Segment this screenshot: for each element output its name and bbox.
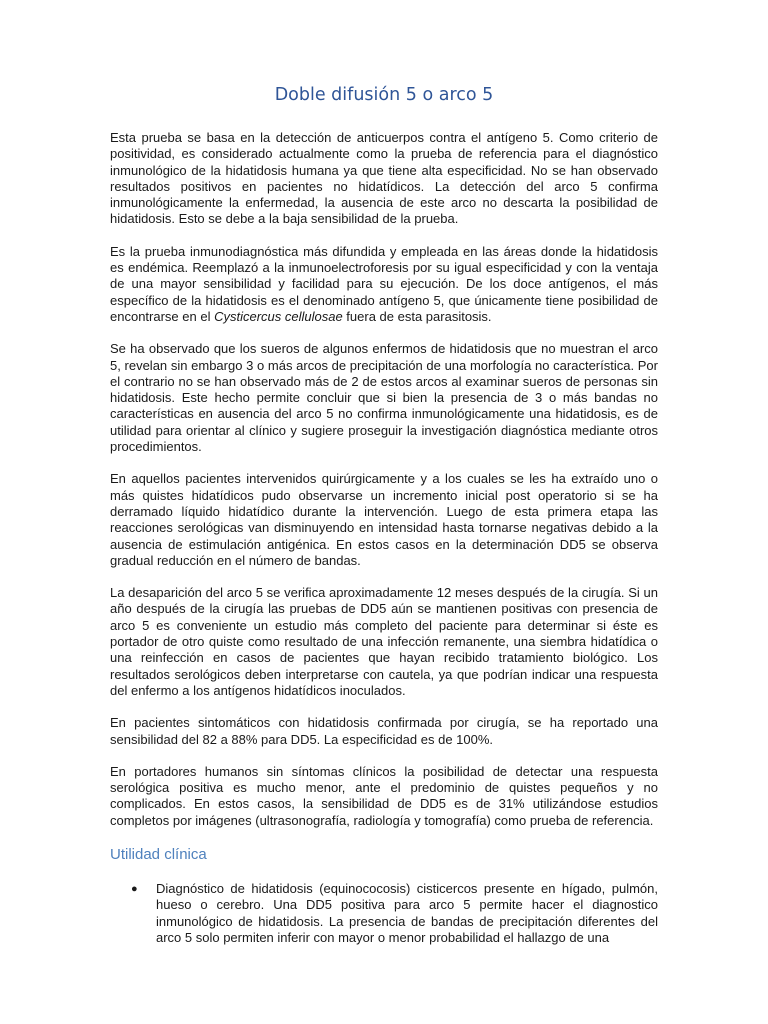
paragraph-2-text-after: fuera de esta parasitosis.	[342, 308, 492, 324]
bullet-item-text: Diagnóstico de hidatidosis (equinococosis) cisticercos presente en hígado, pulmón, hueso o cerebro. Una DD5 positiva para arco 5 permite hacer el diagnostico inmunológico de hidatidosis. La presencia de bandas de precipitación diferentes del arco 5 solo permiten inferir con mayor o menor probabilidad el hallazgo de una	[156, 880, 658, 945]
paragraph-5: La desaparición del arco 5 se verifica aproximadamente 12 meses después de la cirugía. Si un año después de la cirugía las pruebas de DD5 aún se mantienen positivas con presencia de arco 5 es conveniente un estudio más completo del paciente para determinar si éste es portador de otro quiste como resultado de una infección remanente, una siembra hidatídica o una reinfección en casos de pacientes que hayan recibido tratamiento biológico. Los resultados serológicos deben interpretarse con cautela, ya que podrían indicar una respuesta del enfermo a los antígenos hidatídicos inoculados.	[110, 585, 658, 698]
paragraph-2	[110, 244, 658, 325]
section-heading: Utilidad clínica	[110, 845, 207, 863]
bullet-list	[110, 881, 658, 946]
species-name: Cysticercus cellulosae	[214, 308, 343, 324]
paragraph-3: Se ha observado que los sueros de algunos enfermos de hidatidosis que no muestran el arco 5, revelan sin embargo 3 o más arcos de precipitación de una morfología no característica. Por el contrario no se han observado más de 2 de estos arcos al examinar sueros de personas sin hidatidosis. Este hecho permite concluir que si bien la presencia de 3 o más bandas no características en ausencia del arco 5 no confirma inmunológicamente una hidatidosis, es de utilidad para orientar al clínico y sugiere proseguir la investigación diagnóstica mediante otros procedimientos.	[110, 341, 658, 455]
paragraph-2-text-before: Es la prueba inmunodiagnóstica más difundida y empleada en las áreas donde la hidatidosis es endémica. Reemplazó a la inmunoelectroforesis por su igual especificidad y con la ventaja de una mayor sensibilidad y facilidad para su ejecución. De los doce antígenos, el más específico de la hidatidosis es el denominado antígeno 5, que únicamente tiene posibilidad de encontrarse en el	[110, 243, 658, 324]
paragraph-1: Esta prueba se basa en la detección de anticuerpos contra el antígeno 5. Como criterio de positividad, es considerado actualmente como la prueba de referencia para el diagnóstico inmunológico de la hidatidosis humana ya que tiene alta especificidad. No se han observado resultados positivos en pacientes no hidatídicos. La detección del arco 5 confirma inmunológicamente la enfermedad, la ausencia de este arco no descarta la posibilidad de hidatidosis. Esto se debe a la baja sensibilidad de la prueba.	[110, 130, 658, 227]
bullet-item	[110, 881, 658, 946]
paragraph-6: En pacientes sintomáticos con hidatidosis confirmada por cirugía, se ha reportado una sensibilidad del 82 a 88% para DD5. La especificidad es de 100%.	[110, 715, 658, 747]
paragraph-4: En aquellos pacientes intervenidos quirúrgicamente y a los cuales se les ha extraído uno o más quistes hidatídicos pudo observarse un incremento inicial post operatorio si se ha derramado líquido hidatídico durante la intervención. Luego de esta primera etapa las reacciones serológicas van disminuyendo en intensidad hasta tornarse negativas debido a la ausencia de estimulación antigénica. En estos casos en la determinación DD5 se observa gradual reducción en el número de bandas.	[110, 471, 658, 568]
document-title: Doble difusión 5 o arco 5	[274, 85, 494, 105]
bullet-icon: ●	[131, 882, 138, 895]
document-page	[110, 84, 658, 946]
paragraph-7: En portadores humanos sin síntomas clínicos la posibilidad de detectar una respuesta serológica positiva es mucho menor, ante el predominio de quistes pequeños y no complicados. En estos casos, la sensibilidad de DD5 es de 31% utilizándose estudios completos por imágenes (ultrasonografía, radiología y tomografía) como prueba de referencia.	[110, 763, 658, 828]
